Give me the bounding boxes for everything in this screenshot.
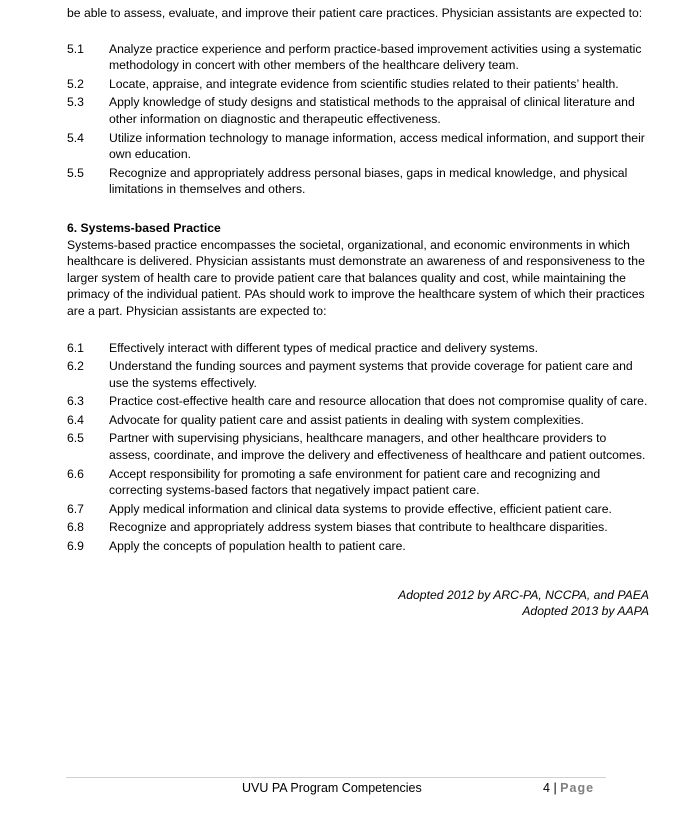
list-item: [67, 519, 649, 536]
document-body: [67, 5, 649, 619]
page-separator: |: [553, 781, 557, 795]
footer-divider: [66, 777, 606, 778]
item-text: Apply the concepts of population health to patient care.: [109, 539, 406, 554]
list-item: [67, 430, 649, 463]
footer-page-number: [543, 781, 594, 795]
item-number: 6.5: [67, 431, 84, 446]
item-number: 5.1: [67, 41, 84, 56]
adopted-line-1: Adopted 2012 by ARC-PA, NCCPA, and PAEA: [398, 587, 649, 602]
list-item: [67, 340, 649, 357]
list-item: [67, 41, 649, 74]
item-number: 5.3: [67, 95, 84, 110]
list-item: [67, 538, 649, 555]
list-item: [67, 165, 649, 198]
adopted-line-2: Adopted 2013 by AAPA: [522, 603, 649, 618]
item-text: Recognize and appropriately address personal biases, gaps in medical knowledge, and physical limitations in themselves and others.: [109, 165, 628, 197]
item-text: Recognize and appropriately address system biases that contribute to healthcare disparities.: [109, 520, 608, 535]
page-number: 4: [543, 781, 550, 795]
item-number: 6.1: [67, 340, 84, 355]
list-item: [67, 76, 649, 93]
list-item: [67, 393, 649, 410]
section6-list: [67, 340, 649, 555]
item-text: Effectively interact with different types of medical practice and delivery systems.: [109, 340, 539, 355]
item-number: 6.3: [67, 394, 84, 409]
item-text: Partner with supervising physicians, healthcare managers, and other healthcare providers to assess, coordinate, and improve the delivery and effectiveness of healthcare and patient outcomes.: [109, 431, 646, 463]
item-text: Utilize information technology to manage information, access medical information, and support their own education.: [109, 130, 645, 162]
intro-continuation: be able to assess, evaluate, and improve their patient care practices. Physician assistants are expected to:: [67, 6, 643, 20]
item-text: Locate, appraise, and integrate evidence from scientific studies related to their patients’ health.: [109, 76, 619, 91]
item-number: 6.8: [67, 520, 84, 535]
list-item: [67, 358, 649, 391]
section6-description: Systems-based practice encompasses the societal, organizational, and economic environments in which healthcare is delivered. Physician assistants must demonstrate an awareness of and responsiveness to the larger system of health care to provide patient care that balances quality and cost, while maintaining the primacy of the individual patient. PAs should work to improve the healthcare system of which their practices are a part. Physician assistants are expected to:: [67, 237, 645, 318]
list-item: [67, 130, 649, 163]
item-number: 6.6: [67, 466, 84, 481]
page-word: Page: [560, 781, 595, 795]
item-number: 6.9: [67, 539, 84, 554]
item-number: 5.2: [67, 76, 84, 91]
item-number: 5.4: [67, 130, 84, 145]
adoption-note: [67, 587, 649, 619]
item-number: 6.7: [67, 501, 84, 516]
item-number: 5.5: [67, 165, 84, 180]
item-text: Understand the funding sources and payment systems that provide coverage for patient care and use the systems effectively.: [109, 359, 633, 390]
list-item: [67, 412, 649, 429]
list-item: [67, 466, 649, 499]
item-text: Advocate for quality patient care and assist patients in dealing with system complexities.: [109, 412, 584, 427]
item-text: Practice cost-effective health care and resource allocation that does not compromise quality of care.: [109, 394, 648, 409]
item-number: 6.2: [67, 359, 84, 374]
item-text: Apply medical information and clinical data systems to provide effective, efficient patient care.: [109, 501, 612, 516]
item-text: Analyze practice experience and perform practice-based improvement activities using a systematic methodology in concert with other members of the healthcare delivery team.: [109, 41, 642, 73]
footer-title: UVU PA Program Competencies: [242, 781, 422, 795]
item-number: 6.4: [67, 412, 84, 427]
item-text: Apply knowledge of study designs and statistical methods to the appraisal of clinical literature and other information on diagnostic and therapeutic effectiveness.: [109, 95, 635, 126]
list-item: [67, 94, 649, 127]
item-text: Accept responsibility for promoting a safe environment for patient care and recognizing and correcting systems-based factors that negatively impact patient care.: [109, 466, 601, 498]
section6-heading: 6. Systems-based Practice: [67, 220, 221, 235]
section5-list: [67, 41, 649, 198]
list-item: [67, 501, 649, 518]
